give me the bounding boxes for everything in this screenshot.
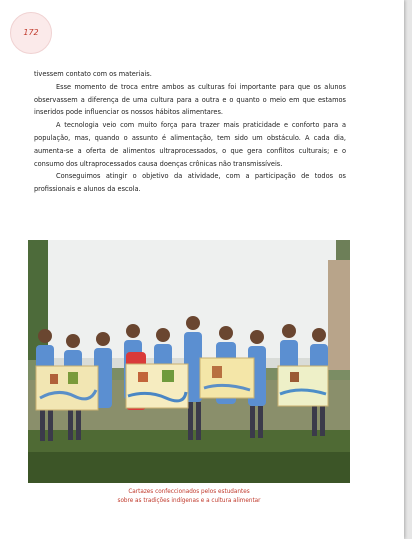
paragraph-cultures: Esse momento de troca entre ambos as culturas foi importante para que os alunos observassem a diferença de uma cultura para a outra e o quanto o meio em que estamos inseridos pode influenciar os nossos hábitos alimentares.: [34, 82, 346, 117]
page-number-badge: [10, 12, 52, 54]
page-number: 172: [23, 28, 39, 37]
group-photo-image: [28, 240, 350, 483]
group-photo: [28, 240, 350, 483]
paragraph-conclusion: Conseguimos atingir o objetivo da atividade, com a participação de todos os profissionais e alunos da escola.: [34, 172, 346, 194]
body-text: [34, 68, 346, 196]
figure-caption: [28, 488, 350, 506]
caption-line-2: sobre as tradições indígenas e a cultura alimentar: [117, 498, 261, 504]
paragraph-continuation: tivessem contato com os materiais.: [34, 70, 152, 78]
caption-line-1: Cartazes confeccionados pelos estudantes: [128, 489, 250, 495]
paragraph-technology: A tecnologia veio com muito força para trazer mais praticidade e conforto para a população, mas, quando o assunto é alimentação, tem sido um obstáculo. A cada dia, aumenta-se a oferta de alimentos ultraprocessados, o que gera conflitos culturais; e o consumo dos ultraprocessados causa doenças crônicas não transmissíveis.: [34, 121, 346, 168]
